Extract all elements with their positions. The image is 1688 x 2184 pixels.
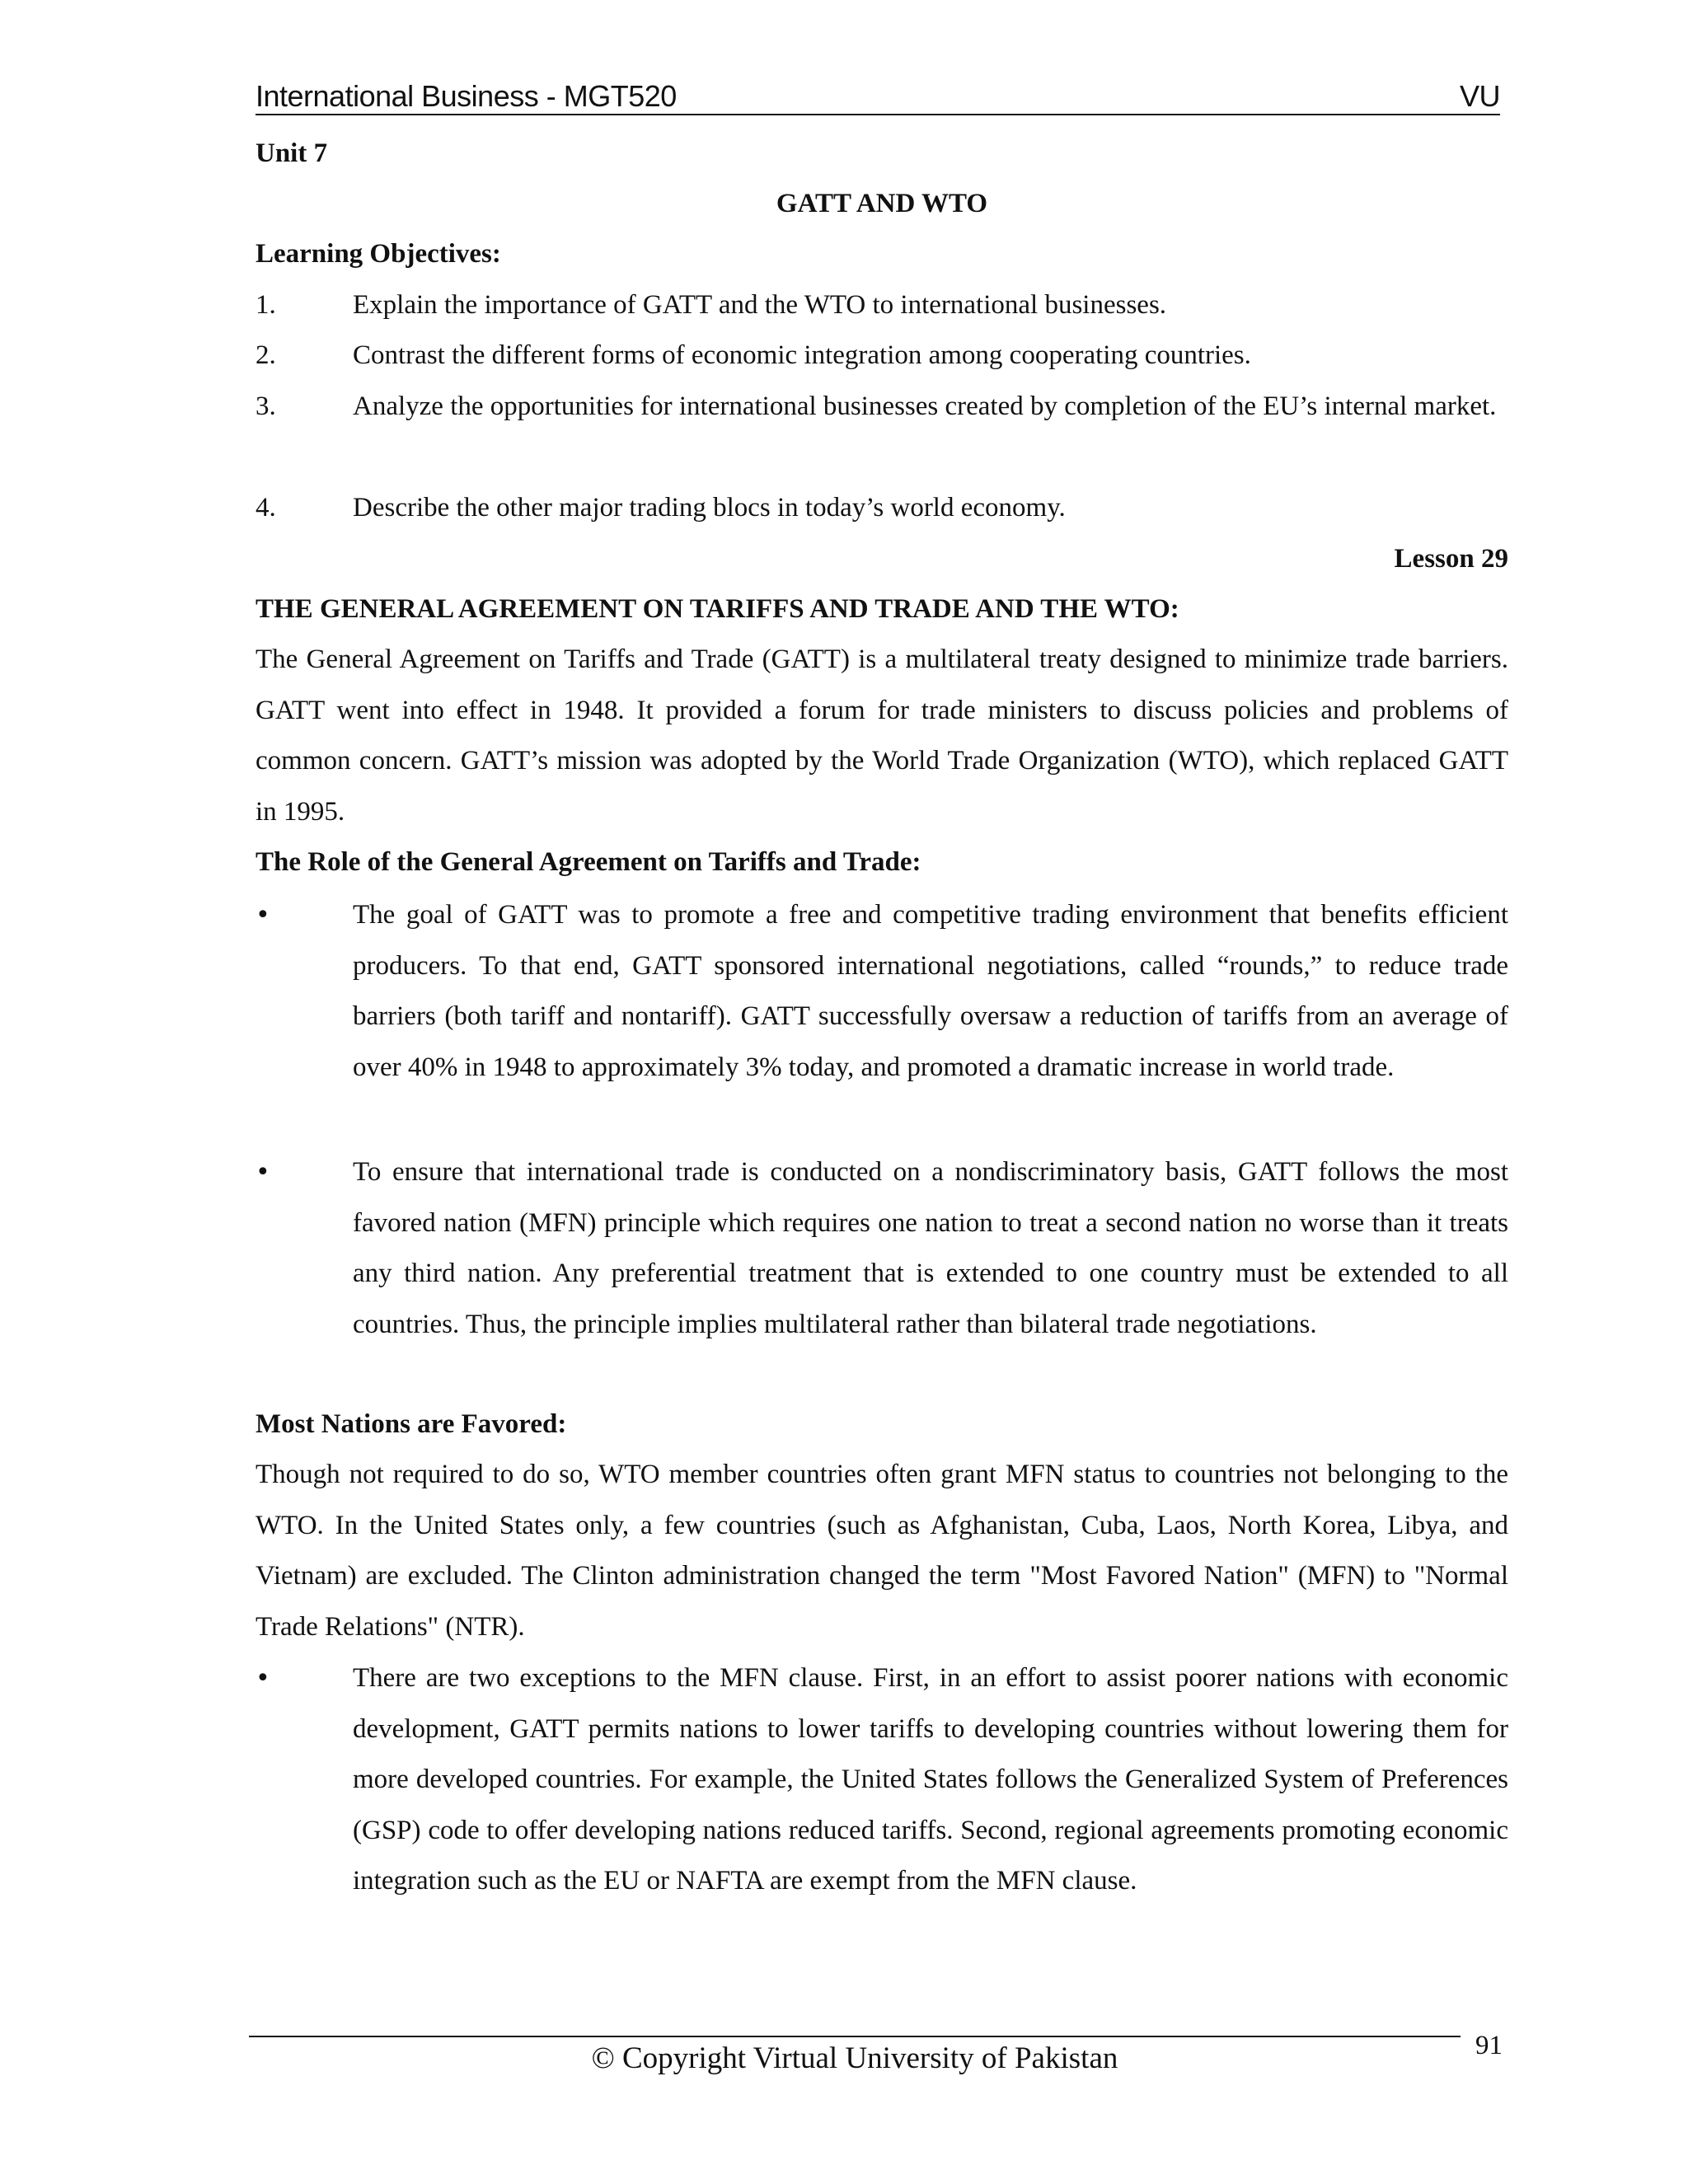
intro-paragraph: The General Agreement on Tariffs and Trade (GATT) is a multilateral treaty designed to minimize trade barriers. GATT went into effect in 1948. It provided a forum for trade ministers to discuss policies and problems of common concern. GATT’s mission was adopted by the World Trade Organization (WTO), which replaced GATT in 1995.: [256, 644, 1508, 827]
lesson-label: Lesson 29: [1394, 544, 1508, 574]
footer-copyright: © Copyright Virtual University of Pakistan: [591, 2041, 1118, 2075]
objective-number: 1.: [256, 290, 276, 320]
page-title: GATT AND WTO: [776, 189, 988, 218]
bullet-text: There are two exceptions to the MFN clause. First, in an effort to assist poorer nations with economic development, GATT permits nations to lower tariffs to developing countries without lowering them for more developed countries. For example, the United States follows the Generalized System of Preferences (GSP) code to offer developing nations reduced tariffs. Second, regional agreements promoting economic integration such as the EU or NAFTA are exempt from the MFN clause.: [353, 1663, 1508, 1896]
mfn-heading: Most Nations are Favored:: [256, 1409, 567, 1439]
header-institution: VU: [1459, 79, 1500, 113]
objective-number: 2.: [256, 340, 276, 370]
objectives-heading: Learning Objectives:: [256, 239, 501, 269]
bullet-marker: •: [256, 1158, 270, 1187]
objective-number: 4.: [256, 493, 276, 523]
page-header: [256, 77, 1500, 115]
bullet-text: To ensure that international trade is conducted on a nondiscriminatory basis, GATT follows the most favored nation (MFN) principle which requires one nation to treat a second nation no worse than it treats any third nation. Any preferential treatment that is extended to one country must be extended to all countries. Thus, the principle implies multilateral rather than bilateral trade negotiations.: [353, 1157, 1508, 1339]
objective-text: Explain the importance of GATT and the WTO to international businesses.: [353, 290, 1167, 320]
role-heading: The Role of the General Agreement on Tariffs and Trade:: [256, 847, 921, 877]
unit-label: Unit 7: [256, 138, 328, 168]
objective-text: Analyze the opportunities for international businesses created by completion of the EU’s internal market.: [353, 391, 1497, 421]
page-number: 91: [1475, 2031, 1503, 2060]
section-heading: THE GENERAL AGREEMENT ON TARIFFS AND TRADE AND THE WTO:: [256, 594, 1179, 624]
bullet-text: The goal of GATT was to promote a free and competitive trading environment that benefits efficient producers. To that end, GATT sponsored international negotiations, called “rounds,” to reduce trade barriers (both tariff and nontariff). GATT successfully oversaw a reduction of tariffs from an average of over 40% in 1948 to approximately 3% today, and promoted a dramatic increase in world trade.: [353, 900, 1508, 1082]
mfn-paragraph: Though not required to do so, WTO member countries often grant MFN status to countries not belonging to the WTO. In the United States only, a few countries (such as Afghanistan, Cuba, Laos, North Korea, Libya, and Vietnam) are excluded. The Clinton administration changed the term "Most Favored Nation" (MFN) to "Normal Trade Relations" (NTR).: [256, 1460, 1508, 1642]
bullet-marker: •: [256, 901, 270, 930]
header-course-title: International Business - MGT520: [256, 79, 677, 113]
objective-text: Contrast the different forms of economic integration among cooperating countries.: [353, 340, 1251, 370]
bullet-marker: •: [256, 1664, 270, 1693]
objective-text: Describe the other major trading blocs in today’s world economy.: [353, 493, 1066, 523]
footer-divider: [249, 2036, 1461, 2037]
objective-number: 3.: [256, 391, 276, 421]
